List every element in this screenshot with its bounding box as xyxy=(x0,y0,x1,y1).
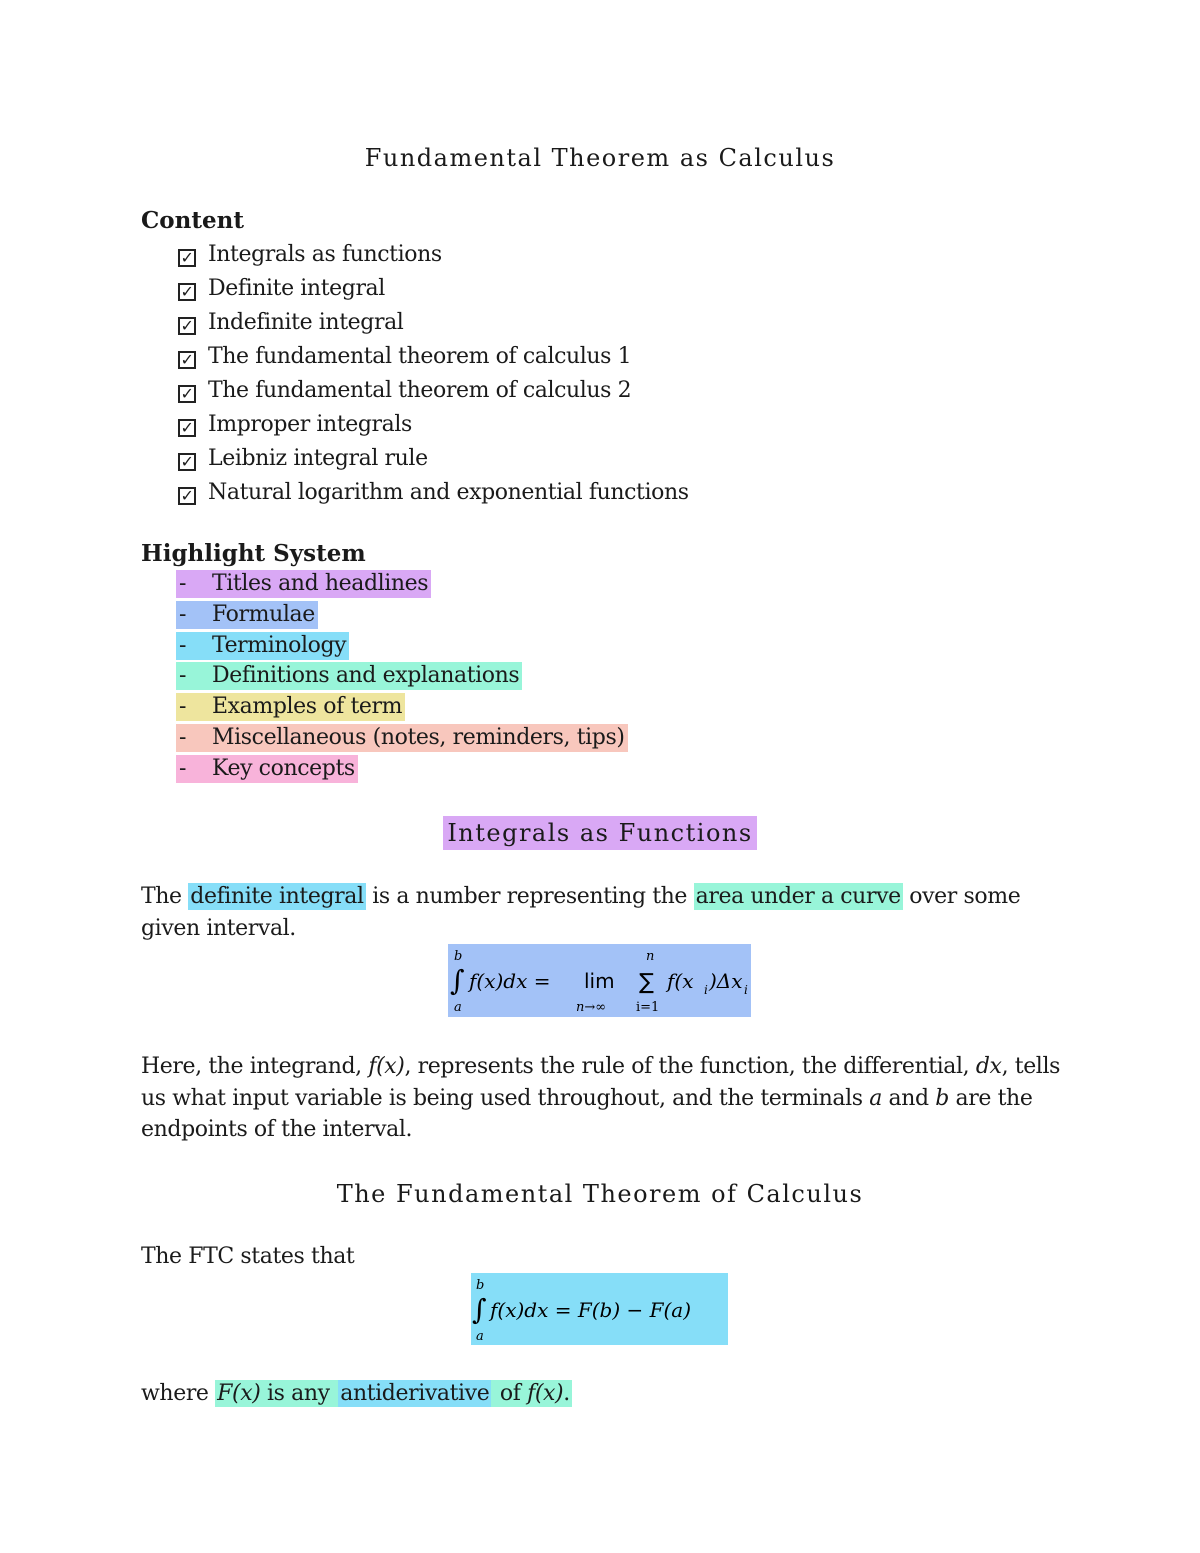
explanation-paragraph xyxy=(141,1051,1071,1146)
highlight-legend-label: Key concepts xyxy=(212,755,355,781)
checkbox-checked-icon[interactable]: ✓ xyxy=(178,283,196,301)
highlight-swatch xyxy=(176,693,405,721)
highlight-legend-item xyxy=(176,723,628,754)
integrand: f(x)dx = xyxy=(469,969,551,993)
term-definite-integral: definite integral xyxy=(190,884,364,909)
para-text: and xyxy=(881,1085,936,1111)
content-checklist xyxy=(178,238,689,510)
highlight-legend-label: Formulae xyxy=(212,601,315,627)
highlight-legend xyxy=(176,569,628,785)
highlight-legend-label: Titles and headlines xyxy=(212,571,429,596)
math-Fx: F(x) xyxy=(217,1381,261,1406)
checklist-item xyxy=(178,374,689,408)
definition-highlight xyxy=(491,1380,572,1407)
checkbox-checked-icon[interactable]: ✓ xyxy=(178,385,196,403)
list-dash: - xyxy=(179,632,187,658)
highlight-system-heading: Highlight System xyxy=(141,540,366,567)
list-dash: - xyxy=(179,663,187,689)
para-text: of xyxy=(493,1381,528,1406)
para-text: The xyxy=(141,884,189,909)
checklist-item-label: Natural logarithm and exponential functions xyxy=(208,480,689,505)
highlight-legend-item xyxy=(176,600,628,631)
definition-highlight xyxy=(215,1380,338,1407)
highlight-swatch xyxy=(176,601,318,629)
highlight-legend-label: Definitions and explanations xyxy=(212,663,520,689)
document-title: Fundamental Theorem as Calculus xyxy=(364,144,836,172)
content-heading: Content xyxy=(141,207,244,234)
integral-upper-limit: b xyxy=(476,1278,485,1293)
checkbox-checked-icon[interactable]: ✓ xyxy=(178,317,196,335)
section-title-text: Integrals as Functions xyxy=(443,816,756,850)
para-text: is any xyxy=(260,1381,337,1406)
checkbox-checked-icon[interactable]: ✓ xyxy=(178,249,196,267)
checklist-item xyxy=(178,476,689,510)
highlight-legend-label: Examples of term xyxy=(212,694,403,720)
definition-area-under-curve: area under a curve xyxy=(695,884,901,909)
highlight-legend-item xyxy=(176,631,628,662)
checklist-item xyxy=(178,442,689,476)
list-dash: - xyxy=(179,571,187,596)
checklist-item-label: Definite integral xyxy=(208,276,385,301)
checklist-item xyxy=(178,306,689,340)
section-title-text: The Fundamental Theorem of Calculus xyxy=(336,1180,864,1208)
highlight-legend-item xyxy=(176,692,628,723)
para-text: , represents the rule of the function, the differential, xyxy=(404,1054,976,1079)
sum-sign: ∑ xyxy=(639,970,654,995)
checklist-item-label: Integrals as functions xyxy=(208,242,442,267)
integral-lower-limit: a xyxy=(476,1329,484,1344)
math-a: a xyxy=(869,1085,882,1111)
para-text: , tells us what input variable is being used throughout, and the terminals xyxy=(141,1054,1060,1111)
highlight-swatch xyxy=(176,570,431,598)
math-fx: f(x) xyxy=(368,1054,405,1079)
para-text: where xyxy=(141,1381,216,1406)
checkbox-checked-icon[interactable]: ✓ xyxy=(178,351,196,369)
para-text: Here, the integrand, xyxy=(141,1054,369,1079)
summand-index: i xyxy=(704,983,708,997)
math-dx: dx xyxy=(975,1054,1002,1079)
ftc-expression: f(x)dx = F(b) − F(a) xyxy=(490,1298,692,1322)
highlight-legend-item xyxy=(176,661,628,692)
para-text: is a number representing the xyxy=(365,884,694,909)
highlight-legend-label: Terminology xyxy=(212,632,347,658)
list-dash: - xyxy=(179,755,187,781)
limit-subscript: n→∞ xyxy=(576,1000,607,1015)
integral-upper-limit: b xyxy=(454,949,463,964)
highlight-legend-item xyxy=(176,569,628,600)
highlight-swatch xyxy=(176,755,358,783)
para-text: are the endpoints of the interval. xyxy=(141,1085,1033,1142)
para-text: . xyxy=(563,1381,570,1406)
summand-delta: )Δx xyxy=(709,969,743,993)
list-dash: - xyxy=(179,601,187,627)
list-dash: - xyxy=(179,694,187,720)
term-antiderivative: antiderivative xyxy=(340,1381,490,1406)
integral-sign: ∫ xyxy=(450,964,465,997)
highlight-swatch xyxy=(176,662,522,690)
highlight-legend-label: Miscellaneous (notes, reminders, tips) xyxy=(212,724,625,750)
checklist-item xyxy=(178,408,689,442)
section-title-integrals xyxy=(0,816,1200,850)
highlight-legend-item xyxy=(176,754,628,785)
integral-lower-limit: a xyxy=(454,1000,462,1015)
sum-upper-limit: n xyxy=(646,949,655,964)
ftc-formula xyxy=(471,1273,728,1345)
checklist-item-label: The fundamental theorem of calculus 2 xyxy=(208,378,632,403)
where-paragraph xyxy=(141,1378,1071,1410)
list-dash: - xyxy=(179,724,187,750)
checkbox-checked-icon[interactable]: ✓ xyxy=(178,419,196,437)
checklist-item xyxy=(178,272,689,306)
highlight-swatch xyxy=(176,632,349,660)
definition-paragraph xyxy=(141,881,1071,944)
checkbox-checked-icon[interactable]: ✓ xyxy=(178,487,196,505)
riemann-sum-formula xyxy=(448,944,751,1017)
math-b: b xyxy=(935,1085,949,1111)
checklist-item xyxy=(178,238,689,272)
integral-sign: ∫ xyxy=(472,1293,487,1326)
checklist-item-label: Leibniz integral rule xyxy=(208,446,428,471)
checklist-item-label: Indefinite integral xyxy=(208,310,404,335)
checklist-item-label: Improper integrals xyxy=(208,412,412,437)
section-title-ftc xyxy=(0,1177,1200,1211)
checklist-item xyxy=(178,340,689,374)
checkbox-checked-icon[interactable]: ✓ xyxy=(178,453,196,471)
math-fx: f(x) xyxy=(527,1381,564,1406)
highlight-swatch xyxy=(176,724,628,752)
summand-f: f(x xyxy=(667,969,694,993)
ftc-intro: The FTC states that xyxy=(141,1244,355,1269)
summand-index: i xyxy=(744,983,748,997)
checklist-item-label: The fundamental theorem of calculus 1 xyxy=(208,344,632,369)
sum-lower-limit: i=1 xyxy=(636,1000,660,1015)
limit: lim xyxy=(584,969,615,993)
para-text: over some given interval. xyxy=(141,884,1021,941)
